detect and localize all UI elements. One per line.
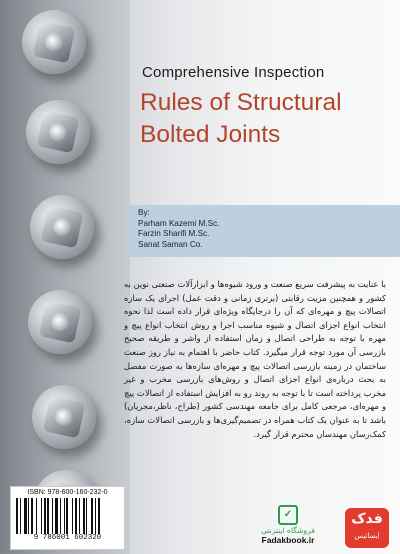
book-subtitle: Comprehensive Inspection xyxy=(142,64,325,81)
online-shop[interactable] xyxy=(248,505,328,545)
barcode-bar xyxy=(64,498,65,534)
barcode-bar xyxy=(66,498,68,534)
barcode-bar xyxy=(24,498,27,534)
author-name: Parham Kazemi M.Sc. xyxy=(138,218,220,228)
book-title-line: Bolted Joints xyxy=(140,121,281,148)
authors-label: By: xyxy=(138,208,150,217)
barcode-bar xyxy=(83,498,85,534)
barcode-bar xyxy=(60,498,61,534)
isbn-label: ISBN: 978-600-160-232-0 xyxy=(27,489,108,496)
bolt-icon xyxy=(32,385,96,449)
book-description: با عنایت به پیشرفت سریع صنعت و ورود شیوه‌ها و ابزارآلات صنعتی نوین به کشور و همچنین مزیت رقابتی (برتری زمانی و دقت عمل) اجرای یک سازه اتصالات پیچ و مهره‌ای که آن را درجایگاه ویژه‌ای قرار داده است لذا نحوه انتخاب انواع اجزای اتصال و شیوه مناسب اجرا و روش انتخاب انواع پیچ و مهره با توجه به طراحی اتصال و زمان استفاده از واشر و طریقه صحیح بازرسی آن مورد توجه قرار میگیرد. کتاب حاضر با اهتمام به نیاز روز صنعت ساختمان در زمینه بازرسی اتصالات پیچ و مهره‌ای سازه‌ها به صورت مفصل به بحث درباره‌ی انواع اجزای اتصال و روش‌های بازرسی مخرب و غیر مخرب پرداخته است تا با توجه به روند رو به افزایش استفاده از اتصالات پیچ و مهره‌ای، مرجعی کامل برای جامعه مهندسی کشور (طراح، ناظر،مجریان) باشد تا به عنوان یک کتاب همراه در تصمیم‌گیری‌ها و بازرسی اتصالات سازه، کمک‌رسان مهندسان محترم قرار گیرد. xyxy=(124,279,386,439)
barcode-bar xyxy=(95,498,96,534)
barcode-bars xyxy=(16,498,119,534)
barcode-bar xyxy=(20,498,21,534)
author-list xyxy=(138,208,388,250)
barcode-bar xyxy=(98,498,100,534)
barcode-bar xyxy=(75,498,77,534)
barcode-bar xyxy=(52,498,53,534)
barcode-bar xyxy=(47,498,49,534)
shopping-bag-icon: ✓ xyxy=(278,505,298,525)
book-title xyxy=(140,87,390,151)
bolt-photo xyxy=(0,0,130,554)
barcode-bar xyxy=(72,498,73,534)
barcode-bar xyxy=(91,498,93,534)
barcode-bar xyxy=(86,498,87,534)
barcode-bar xyxy=(44,498,46,534)
barcode-bar xyxy=(41,498,42,534)
bolt-icon xyxy=(22,10,86,74)
barcode-bar xyxy=(28,498,29,534)
shop-url[interactable]: Fadakbook.ir xyxy=(261,535,315,545)
book-title-line: Rules of Structural xyxy=(140,89,342,116)
publisher-mark: فدک xyxy=(351,511,383,527)
bolt-icon xyxy=(28,290,92,354)
barcode-bar xyxy=(55,498,58,534)
shop-name: فروشگاه اینترنتی xyxy=(261,526,315,535)
author-name: Sanat Saman Co. xyxy=(138,239,203,249)
barcode-number: 9 786001 602320 xyxy=(33,534,102,542)
barcode-bar xyxy=(31,498,33,534)
publisher-logo xyxy=(345,508,389,548)
barcode-bar xyxy=(36,498,37,534)
barcode xyxy=(10,486,125,550)
barcode-bar xyxy=(79,498,80,534)
bolt-icon xyxy=(26,100,90,164)
title-block xyxy=(140,64,390,151)
barcode-bar xyxy=(16,498,18,534)
publisher-name: ایساتیس xyxy=(354,532,380,540)
bolt-icon xyxy=(30,195,94,259)
author-name: Farzin Sharifi M.Sc. xyxy=(138,229,210,238)
